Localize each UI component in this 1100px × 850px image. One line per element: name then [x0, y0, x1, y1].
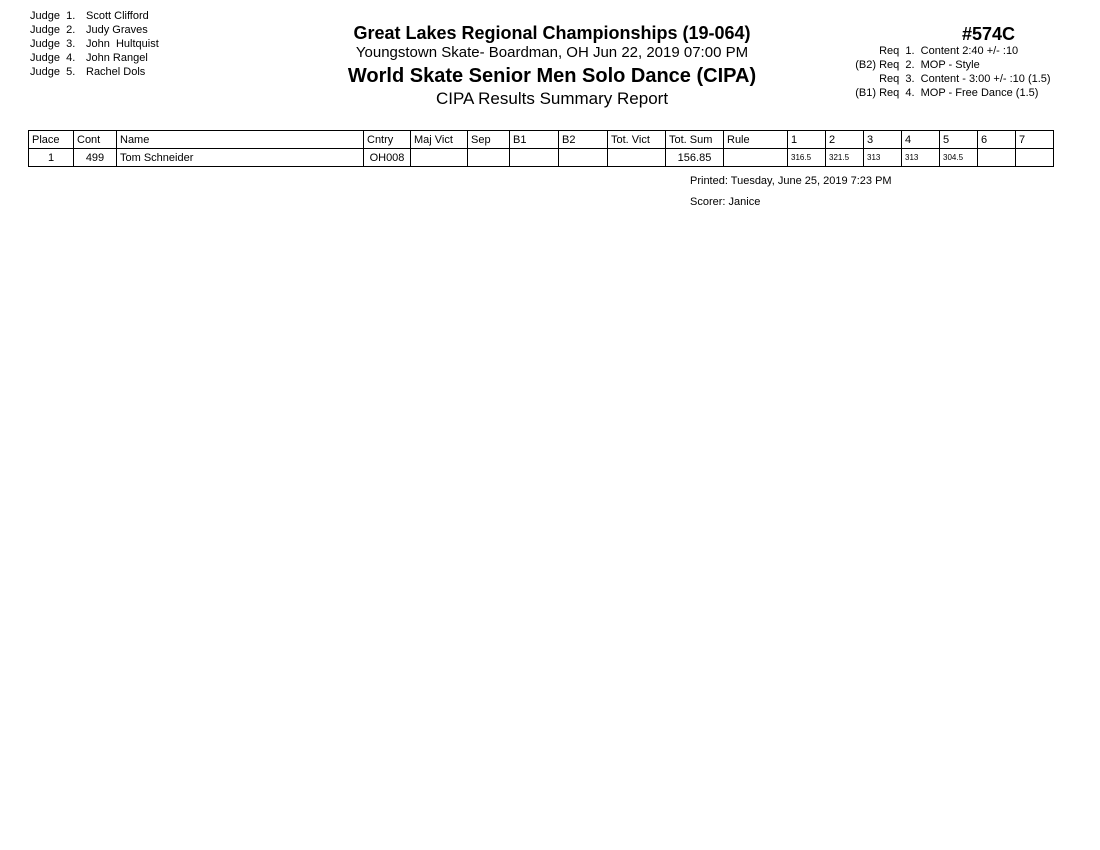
requirement-line [840, 86, 1051, 100]
cell-judge-7 [1016, 149, 1054, 167]
cell-judge-2: 321.5 [826, 149, 864, 167]
requirements-list [840, 44, 1051, 100]
cell-rule [724, 149, 788, 167]
col-header-judge-4: 4 [902, 131, 940, 149]
cell-tot-vict [608, 149, 666, 167]
col-header-name: Name [117, 131, 364, 149]
table-header-row [29, 131, 1054, 149]
cell-maj-vict [411, 149, 468, 167]
col-header-tot-vict: Tot. Vict [608, 131, 666, 149]
col-header-b1: B1 [510, 131, 559, 149]
judge-line [30, 51, 159, 65]
col-header-judge-2: 2 [826, 131, 864, 149]
col-header-judge-7: 7 [1016, 131, 1054, 149]
judge-name: Rachel Dols [86, 66, 146, 78]
requirement-line [840, 44, 1051, 58]
cell-name: Tom Schneider [117, 149, 364, 167]
cell-cont: 499 [74, 149, 117, 167]
report-header [300, 22, 804, 110]
judge-prefix: Judge 3. [30, 38, 76, 50]
col-header-cntry: Cntry [364, 131, 411, 149]
col-header-cont: Cont [74, 131, 117, 149]
results-table [28, 130, 1054, 167]
requirement-tag: (B2) [855, 59, 876, 71]
scorer-name: Scorer: Janice [690, 196, 761, 208]
cell-judge-6 [978, 149, 1016, 167]
judge-name: John Rangel [86, 52, 148, 64]
judge-name: Scott Clifford [86, 10, 149, 22]
judge-line [30, 37, 159, 51]
judge-prefix: Judge 2. [30, 24, 76, 36]
judge-line [30, 65, 159, 79]
judge-name: Judy Graves [86, 24, 148, 36]
cell-sep [468, 149, 510, 167]
cell-cntry: OH008 [364, 149, 411, 167]
event-number: #574C [962, 24, 1016, 44]
cell-place: 1 [29, 149, 74, 167]
table-row [29, 149, 1054, 167]
requirement-tag: (B1) [855, 87, 876, 99]
judge-name: John Hultquist [86, 38, 159, 50]
event-title: Great Lakes Regional Championships (19-064) [353, 23, 751, 43]
cell-b2 [559, 149, 608, 167]
col-header-sep: Sep [468, 131, 510, 149]
judges-list [30, 9, 159, 79]
col-header-judge-3: 3 [864, 131, 902, 149]
judge-prefix: Judge 4. [30, 52, 76, 64]
requirement-text: Req 4. MOP - Free Dance (1.5) [879, 87, 1039, 99]
cell-b1 [510, 149, 559, 167]
col-header-judge-1: 1 [788, 131, 826, 149]
cell-judge-3: 313 [864, 149, 902, 167]
judge-line [30, 23, 159, 37]
col-header-place: Place [29, 131, 74, 149]
judge-prefix: Judge 1. [30, 10, 76, 22]
requirement-line [840, 72, 1051, 86]
cell-judge-4: 313 [902, 149, 940, 167]
col-header-judge-5: 5 [940, 131, 978, 149]
printed-timestamp: Printed: Tuesday, June 25, 2019 7:23 PM [690, 175, 892, 187]
col-header-judge-6: 6 [978, 131, 1016, 149]
venue-line: Youngstown Skate- Boardman, OH Jun 22, 2019 07:00 PM [355, 44, 749, 61]
requirement-text: Req 2. MOP - Style [879, 59, 980, 71]
cell-tot-sum: 156.85 [666, 149, 724, 167]
col-header-maj-vict: Maj Vict [411, 131, 468, 149]
event-name: World Skate Senior Men Solo Dance (CIPA) [347, 65, 757, 87]
requirement-text: Req 1. Content 2:40 +/- :10 [879, 45, 1019, 57]
cell-judge-1: 316.5 [788, 149, 826, 167]
col-header-rule: Rule [724, 131, 788, 149]
judge-line [30, 9, 159, 23]
report-name: CIPA Results Summary Report [435, 89, 669, 108]
col-header-b2: B2 [559, 131, 608, 149]
judge-prefix: Judge 5. [30, 66, 76, 78]
requirement-text: Req 3. Content - 3:00 +/- :10 (1.5) [879, 73, 1051, 85]
col-header-tot-sum: Tot. Sum [666, 131, 724, 149]
cell-judge-5: 304.5 [940, 149, 978, 167]
requirement-line [840, 58, 1051, 72]
